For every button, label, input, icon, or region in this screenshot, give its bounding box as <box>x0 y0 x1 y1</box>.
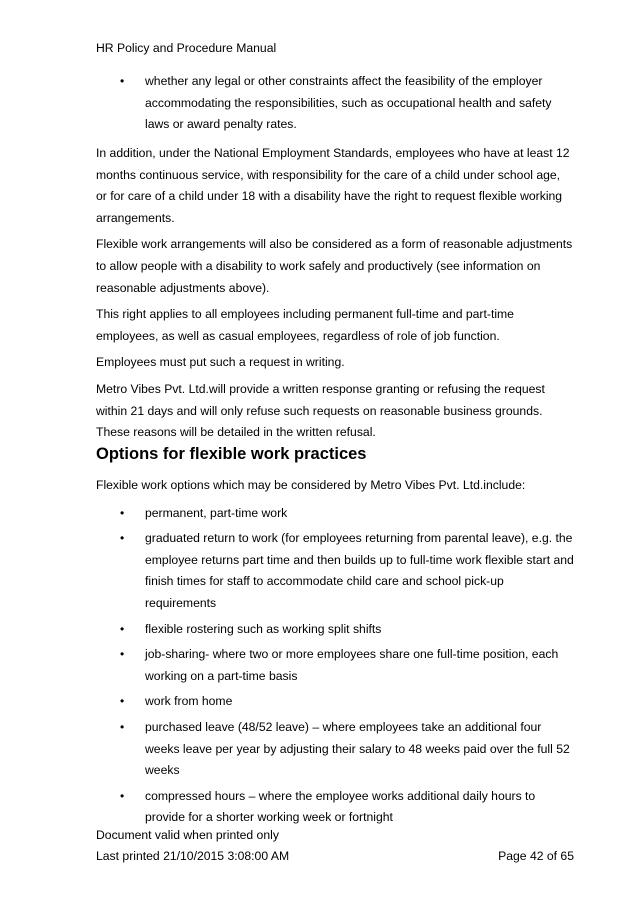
list-item: • job-sharing- where two or more employees share one full-time position, each working on a part-time basis <box>120 644 574 687</box>
top-bullet-list <box>96 71 574 136</box>
section-intro: Flexible work options which may be considered by Metro Vibes Pvt. Ltd.include: <box>96 478 526 492</box>
list-item: • graduated return to work (for employees returning from parental leave), e.g. the employee returns part time and then builds up to full-time work flexible start and finish times for staff to accommodate child care and school pick-up requirements <box>120 528 574 614</box>
list-item: • flexible rostering such as working split shifts <box>120 619 574 641</box>
paragraph: Employees must put such a request in writing. <box>96 355 345 370</box>
paragraph: Metro Vibes Pvt. Ltd.will provide a written response granting or refusing the request within 21 days and will only refuse such requests on reasonable business grounds. These reasons will be detailed in the written refusal. <box>96 381 545 440</box>
list-item: • purchased leave (48/52 leave) – where employees take an additional four weeks leave per year by adjusting their salary to 48 weeks paid over the full 52 weeks <box>120 717 574 782</box>
footer-validity: Document valid when printed only <box>96 828 279 842</box>
list-item: • permanent, part-time work <box>120 503 574 525</box>
list-item: • compressed hours – where the employee works additional daily hours to provide for a shorter working week or fortnight <box>120 786 574 829</box>
paragraph-block <box>96 143 574 444</box>
page-header: HR Policy and Procedure Manual <box>96 41 277 55</box>
footer-printed: Last printed 21/10/2015 3:08:00 AM <box>96 849 290 863</box>
list-item: • work from home <box>120 691 574 713</box>
paragraph: Flexible work arrangements will also be considered as a form of reasonable adjustments to allow people with a disability to work safely and productively (see information on reasonable adjustments above). <box>96 237 573 295</box>
section-heading: Options for flexible work practices <box>96 445 367 463</box>
list-item: • whether any legal or other constraints affect the feasibility of the employer accommodating the responsibilities, such as occupational health and safety laws or award penalty rates. <box>120 71 574 136</box>
footer-page-number: Page 42 of 65 <box>498 849 574 863</box>
paragraph: In addition, under the National Employment Standards, employees who have at least 12 months continuous service, with responsibility for the care of a child under school age, or for care of a child under 18 with a disability have the right to request flexible working arrangements. <box>96 146 570 225</box>
paragraph: This right applies to all employees including permanent full-time and part-time employees, as well as casual employees, regardless of role of job function. <box>96 307 514 343</box>
section-body <box>96 475 574 829</box>
